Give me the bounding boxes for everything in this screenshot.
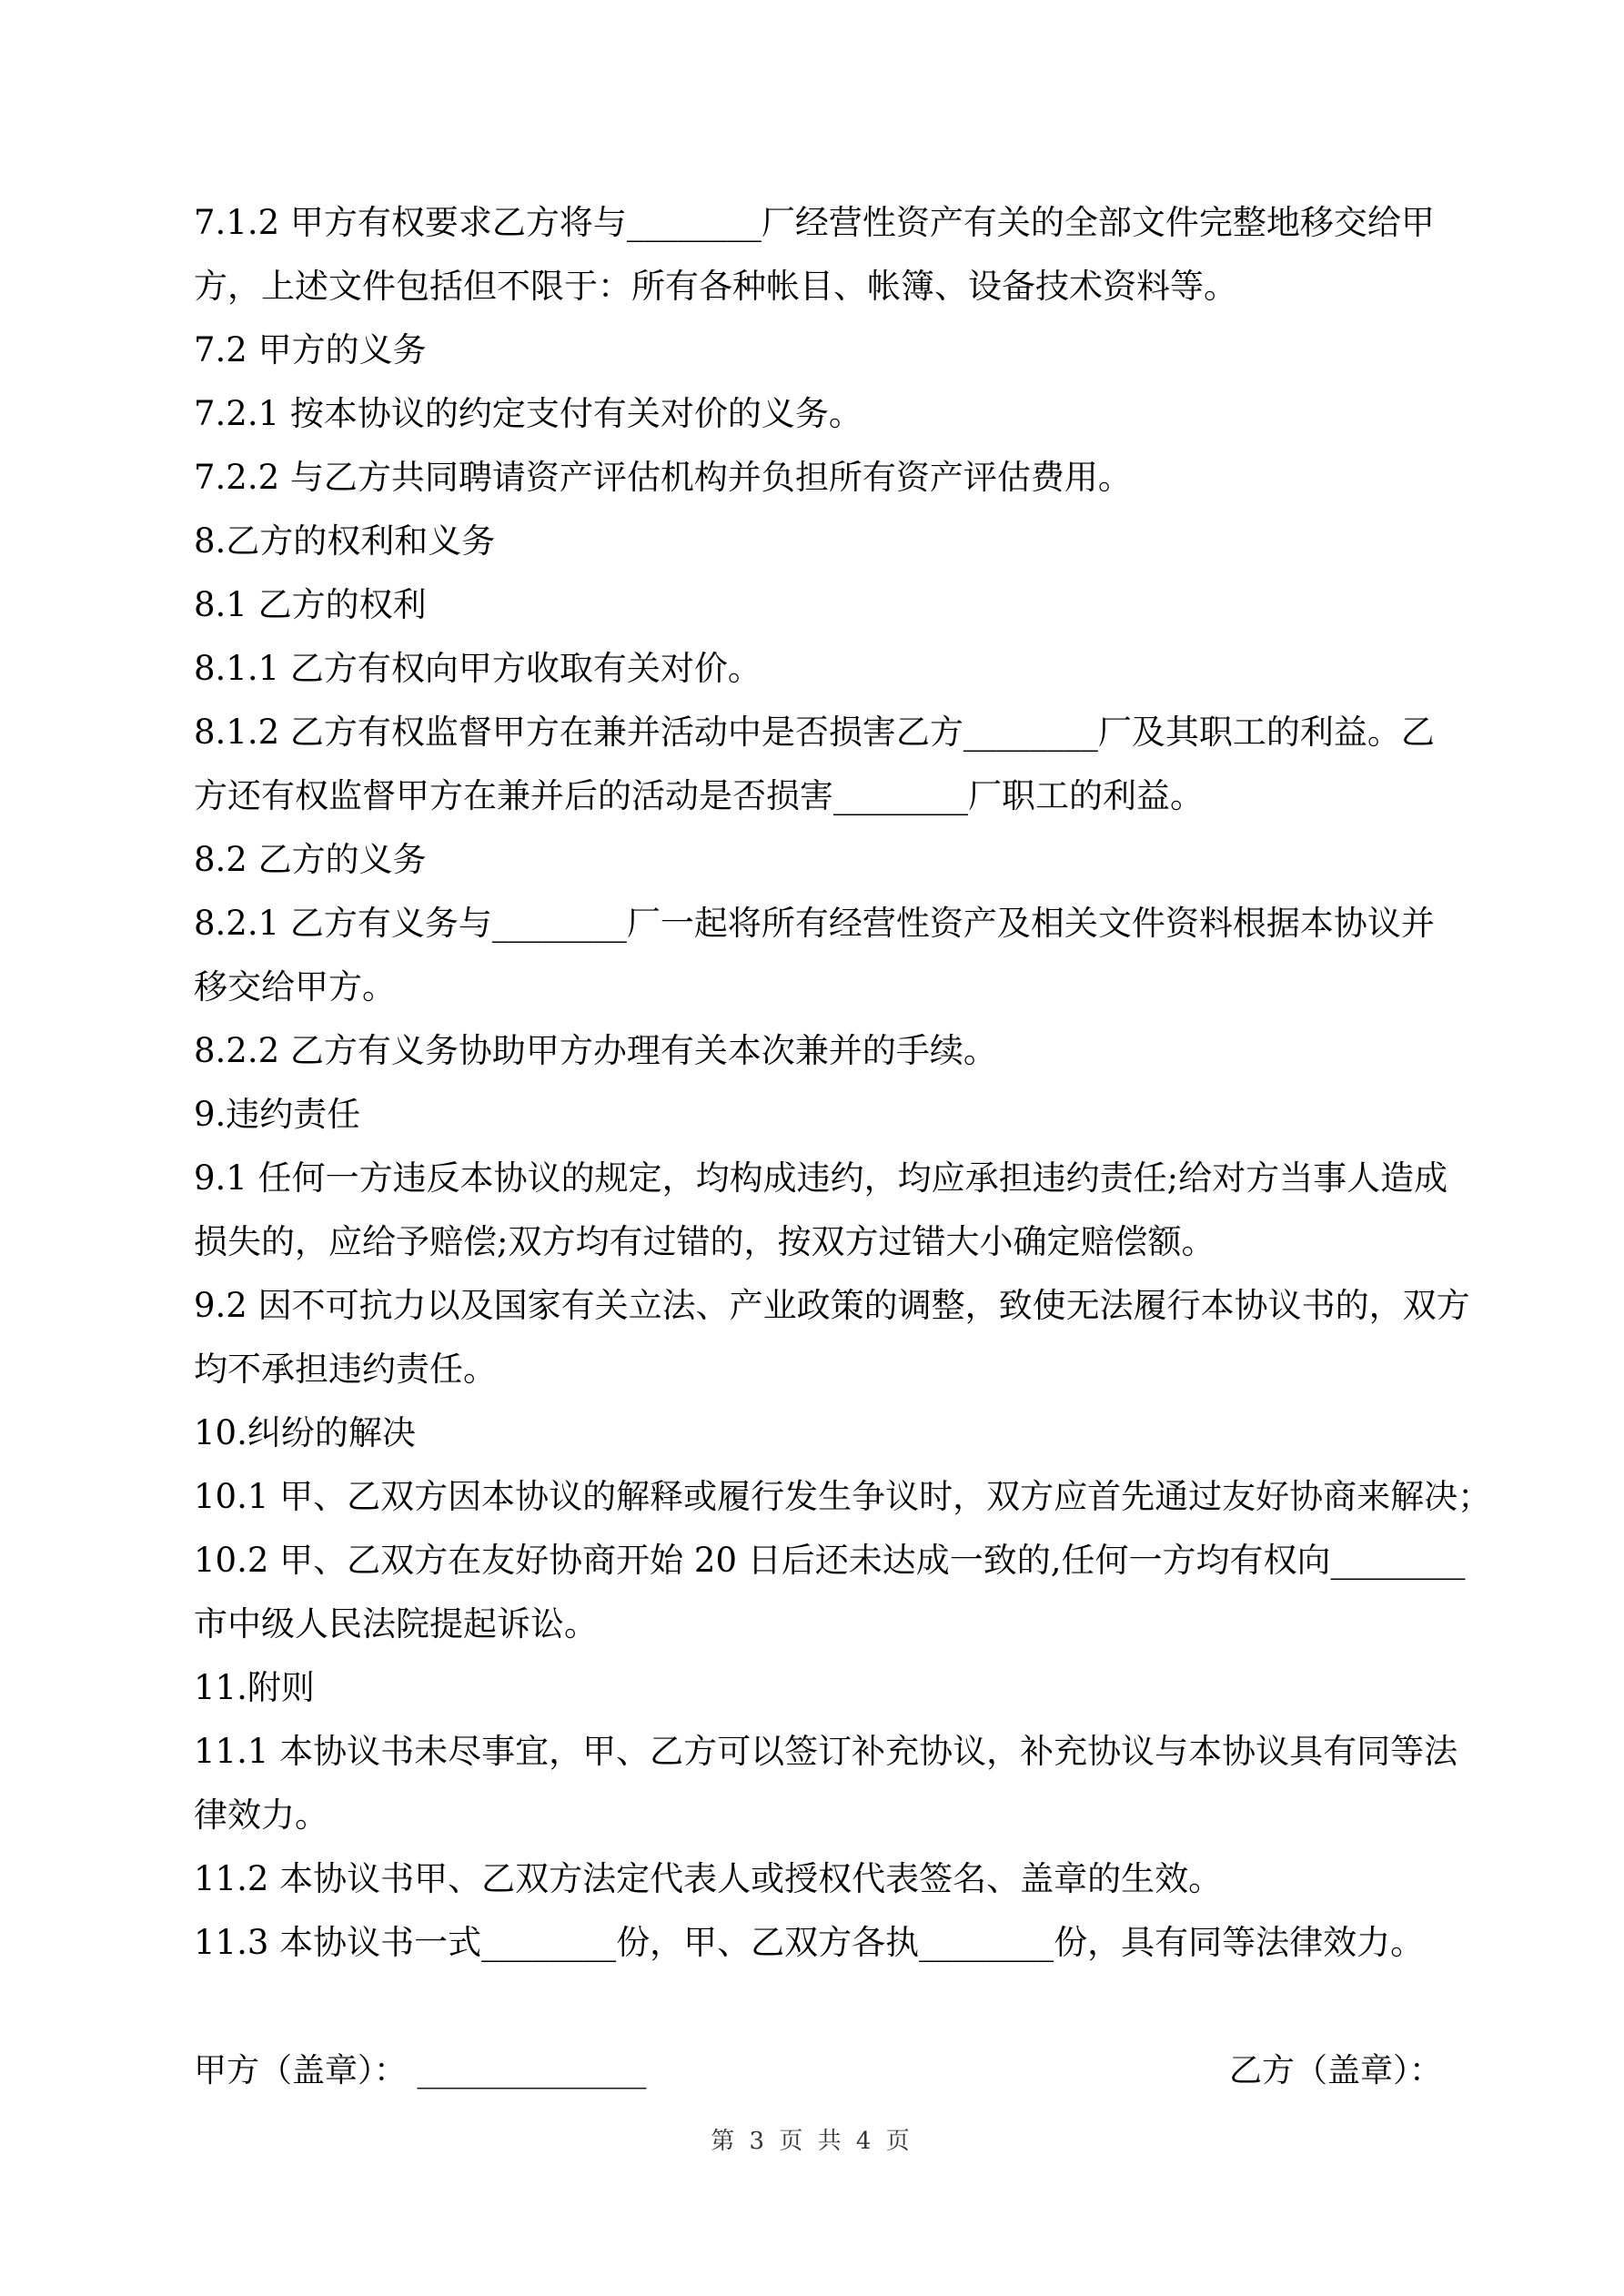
party-b-seal-block [1229,2044,1442,2099]
contract-line: 8.2 乙方的义务 [194,840,427,879]
contract-line: 10.纠纷的解决 [194,1413,416,1452]
party-a-seal-label: 甲方（盖章）： [194,2052,408,2089]
contract-body [194,191,1492,1975]
party-a-signature-line: ______________ [417,2052,647,2089]
contract-line: 方还有权监督甲方在兼并后的活动是否损害________厂职工的利益。 [194,776,1204,815]
party-b-seal-label: 乙方（盖章）： [1228,2052,1442,2089]
contract-line: 9.违约责任 [194,1095,361,1134]
contract-line: 11.1 本协议书未尽事宜，甲、乙方可以签订补充协议，补充协议与本协议具有同等法 [194,1732,1458,1771]
contract-line: 8.1.2 乙方有权监督甲方在兼并活动中是否损害乙方________厂及其职工的利益。乙 [194,713,1435,752]
contract-line: 律效力。 [194,1795,328,1835]
party-a-seal-block [194,2044,646,2099]
contract-line: 8.2.2 乙方有义务协助甲方办理有关本次兼并的手续。 [194,1031,997,1070]
contract-line: 均不承担违约责任。 [194,1350,497,1389]
contract-line: 7.2.2 与乙方共同聘请资产评估机构并负担所有资产评估费用。 [194,458,1132,497]
contract-line: 市中级人民法院提起诉讼。 [194,1604,598,1644]
contract-line: 10.1 甲、乙双方因本协议的解释或履行发生争议时，双方应首先通过友好协商来解决； [194,1477,1492,1516]
contract-line: 7.2 甲方的义务 [194,330,427,369]
contract-line: 7.1.2 甲方有权要求乙方将与________厂经营性资产有关的全部文件完整地移交给甲 [194,203,1435,242]
contract-line: 移交给甲方。 [194,967,396,1006]
contract-line: 10.2 甲、乙双方在友好协商开始 20 日后还未达成一致的,任何一方均有权向________ [194,1541,1466,1580]
contract-line: 方，上述文件包括但不限于：所有各种帐目、帐簿、设备技术资料等。 [194,267,1237,306]
contract-line: 9.1 任何一方违反本协议的规定，均构成违约，均应承担违约责任;给对方当事人造成 [194,1158,1448,1198]
contract-line: 11.3 本协议书一式________份，甲、乙双方各执________份，具有同等法律效力。 [194,1923,1425,1962]
page-number: 第 3 页 共 4 页 [711,2128,913,2155]
contract-line: 11.2 本协议书甲、乙双方法定代表人或授权代表签名、盖章的生效。 [194,1859,1223,1898]
contract-line: 9.2 因不可抗力以及国家有关立法、产业政策的调整，致使无法履行本协议书的，双方 [194,1286,1470,1325]
signature-row [194,2044,1442,2099]
contract-line: 8.乙方的权利和义务 [194,521,496,561]
contract-line: 8.1 乙方的权利 [194,585,427,624]
contract-line: 损失的，应给予赔偿;双方均有过错的，按双方过错大小确定赔偿额。 [194,1222,1215,1261]
contract-line: 7.2.1 按本协议的约定支付有关对价的义务。 [194,394,862,433]
contract-line: 8.1.1 乙方有权向甲方收取有关对价。 [194,649,762,688]
contract-line: 8.2.1 乙方有义务与________厂一起将所有经营性资产及相关文件资料根据本协议并 [194,904,1435,943]
contract-line: 11.附则 [194,1668,315,1707]
